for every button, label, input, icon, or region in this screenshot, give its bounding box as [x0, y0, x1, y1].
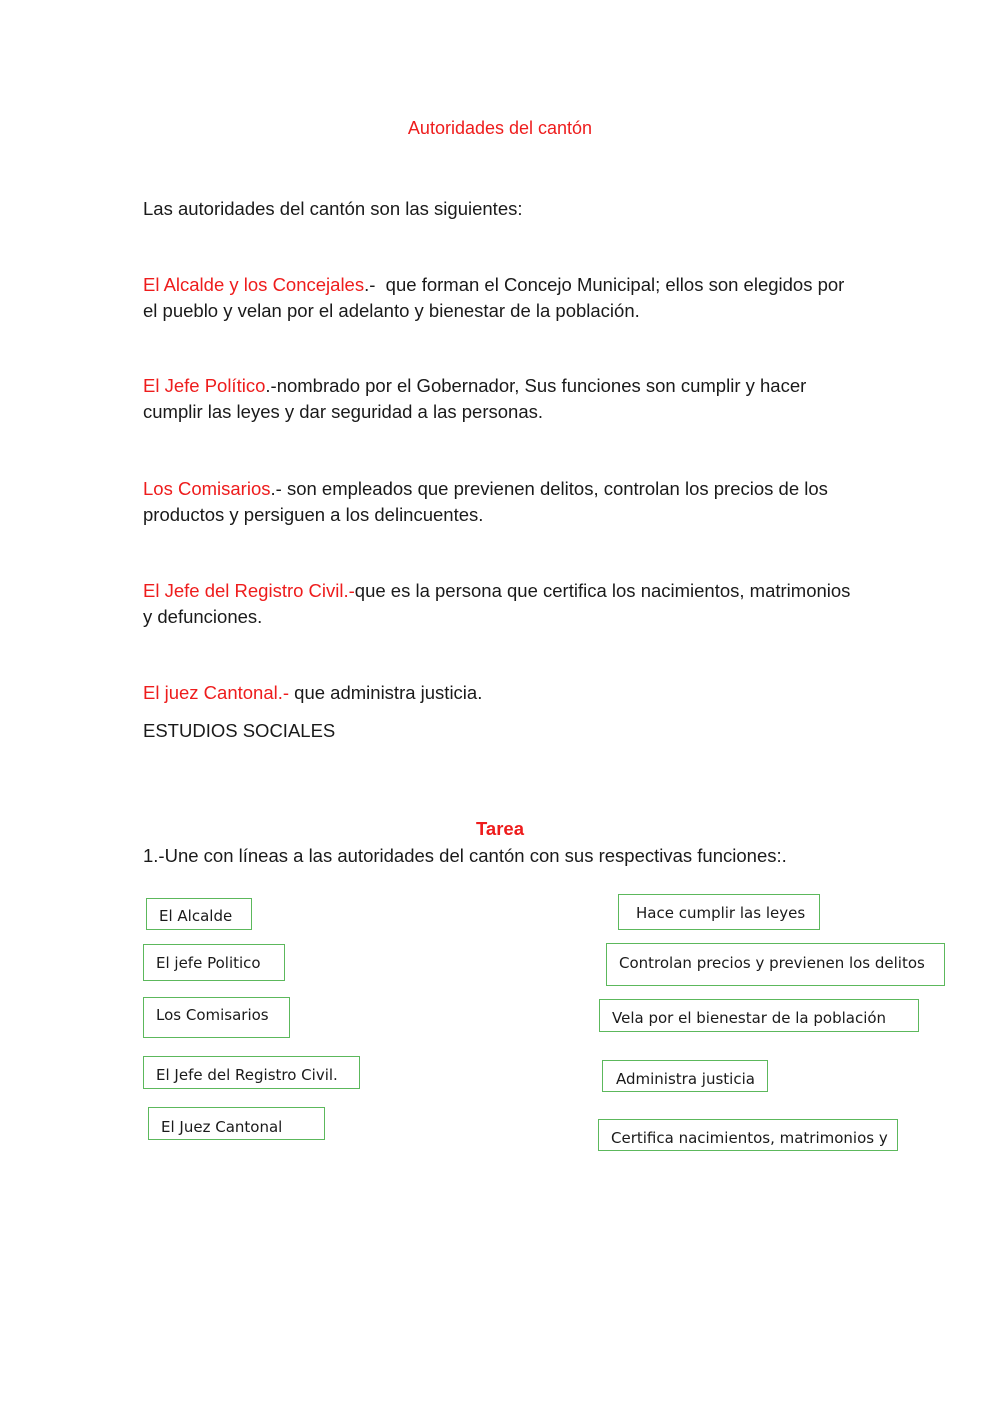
- subject-label: ESTUDIOS SOCIALES: [143, 720, 336, 741]
- task-instruction: 1.-Une con líneas a las autoridades del cantón con sus respectivas funciones:.: [143, 845, 787, 866]
- left-item-juez-cantonal[interactable]: El Juez Cantonal: [148, 1107, 325, 1140]
- authority-separator: .-: [265, 375, 277, 396]
- right-item-controlan-precios[interactable]: Controlan precios y previenen los delitos: [606, 943, 945, 986]
- authority-description: nombrado por el Gobernador, Sus funciones son cumplir y hacer cumplir las leyes y dar seguridad a las personas.: [143, 375, 807, 422]
- authority-description: son empleados que previenen delitos, controlan los precios de los productos y persiguen a los delincuentes.: [143, 478, 828, 525]
- left-item-registro-civil[interactable]: El Jefe del Registro Civil.: [143, 1056, 360, 1089]
- authority-separator: .-: [364, 274, 376, 295]
- task-heading: Tarea: [476, 818, 524, 839]
- right-item-administra-justicia[interactable]: Administra justicia: [602, 1060, 768, 1092]
- authority-name: Los Comisarios: [143, 478, 271, 499]
- left-item-alcalde[interactable]: El Alcalde: [146, 898, 252, 930]
- authority-name: El Jefe del Registro Civil.-: [143, 580, 355, 601]
- authority-description: que es la persona que certifica los nacimientos, matrimonios y defunciones.: [143, 580, 851, 627]
- right-item-cumplir-leyes[interactable]: Hace cumplir las leyes: [618, 894, 820, 930]
- left-item-jefe-politico[interactable]: El jefe Politico: [143, 944, 285, 981]
- right-item-bienestar[interactable]: Vela por el bienestar de la población: [599, 999, 919, 1032]
- page-title: Autoridades del cantón: [407, 118, 593, 138]
- authority-description: que forman el Concejo Municipal; ellos son elegidos por el pueblo y velan por el adelanto y bienestar de la población.: [143, 274, 850, 321]
- left-item-comisarios[interactable]: Los Comisarios: [143, 997, 290, 1038]
- authority-name: El juez Cantonal.-: [143, 682, 290, 703]
- intro-text: Las autoridades del cantón son las siguientes:: [143, 198, 523, 219]
- authority-separator: .-: [270, 478, 282, 499]
- authority-juez-cantonal: [143, 680, 863, 706]
- authority-name: El Jefe Político: [143, 375, 266, 396]
- authority-registro-civil: [143, 578, 863, 629]
- authority-alcalde: [143, 272, 863, 323]
- authority-name: El Alcalde y los Concejales: [143, 274, 365, 295]
- right-item-certifica[interactable]: Certifica nacimientos, matrimonios y: [598, 1119, 898, 1151]
- authority-jefe-politico: [143, 373, 863, 424]
- authority-description: que administra justicia.: [289, 682, 483, 703]
- authority-comisarios: [143, 476, 863, 527]
